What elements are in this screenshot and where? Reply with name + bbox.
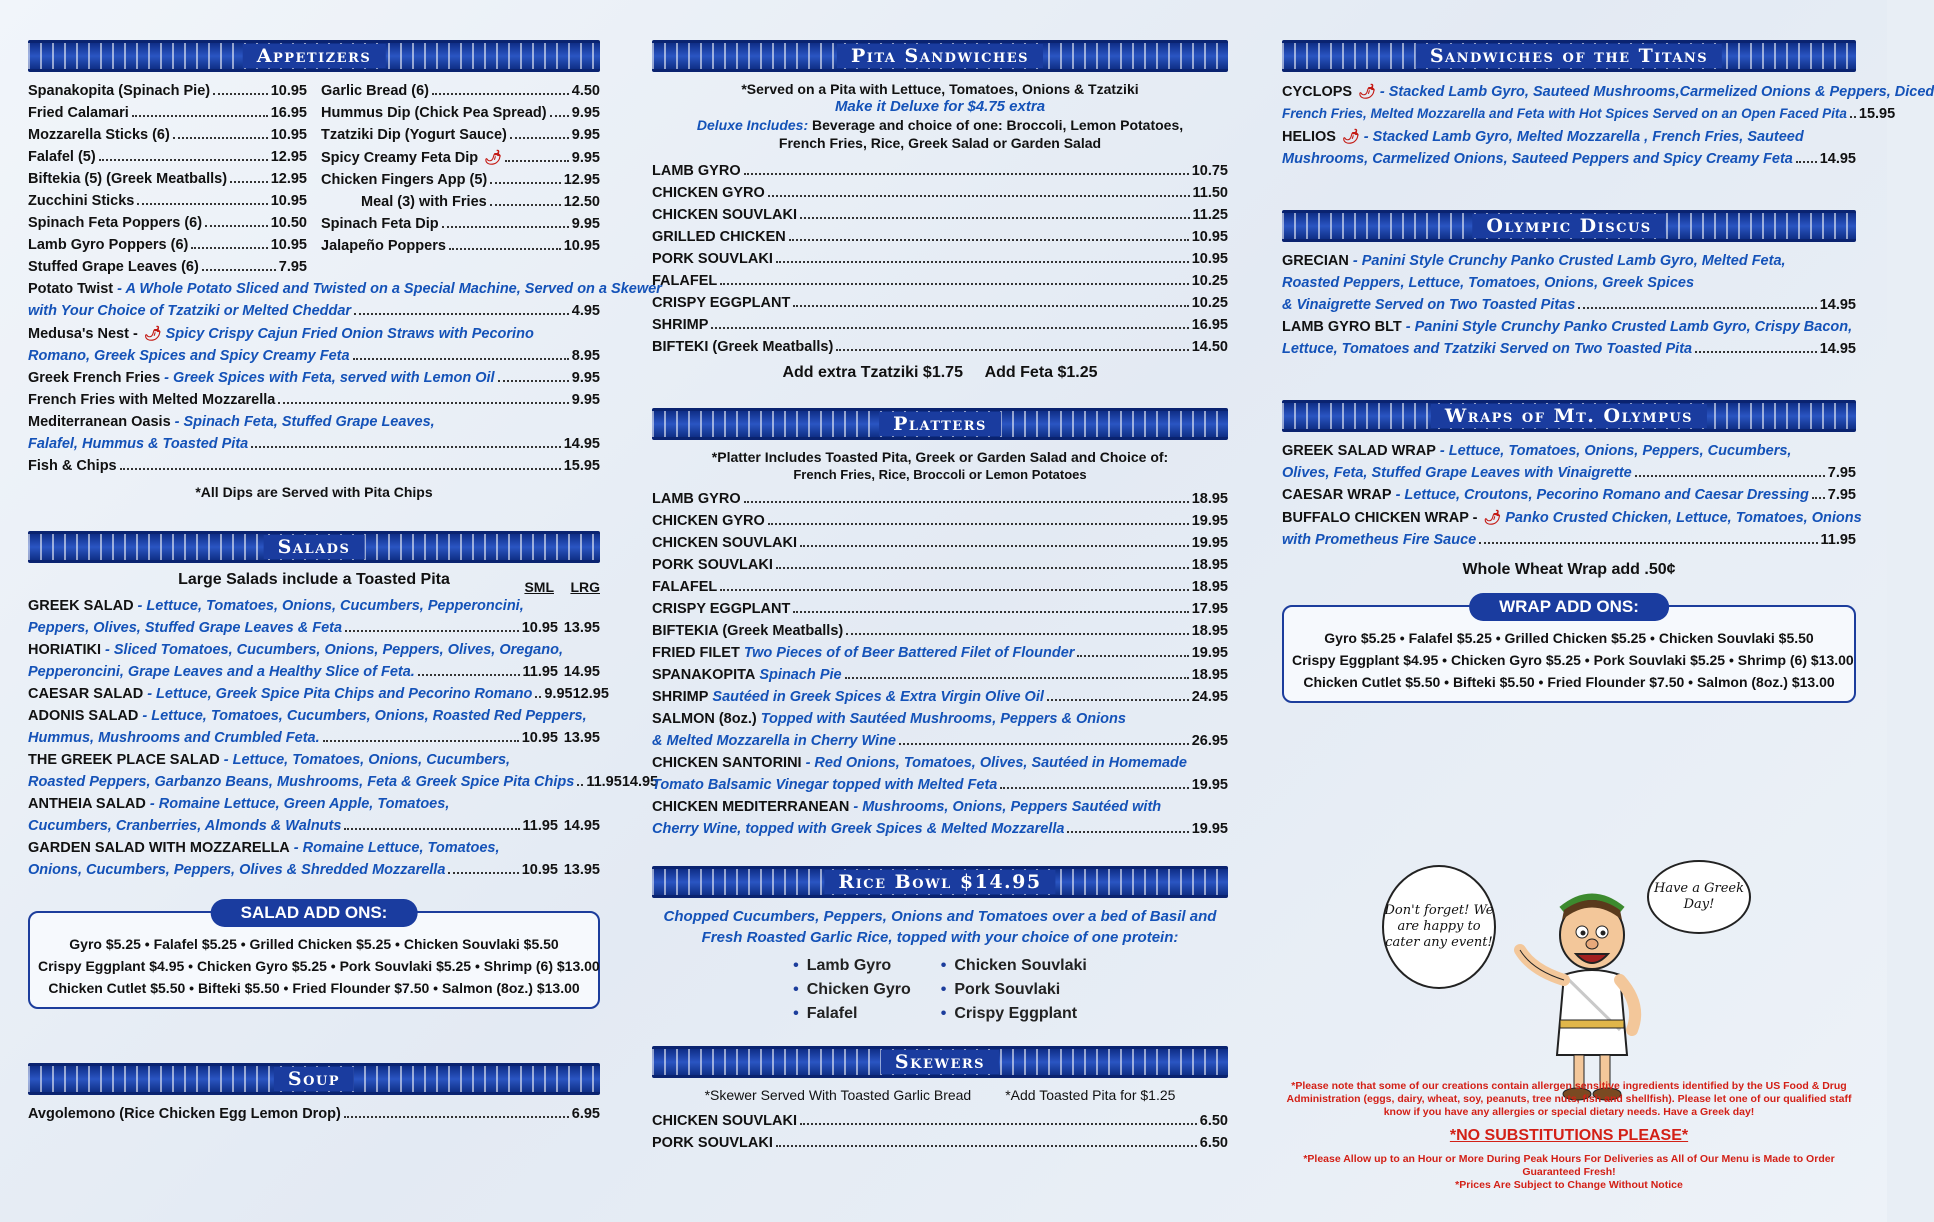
menu-item: CYCLOPS 🌶 - Stacked Lamb Gyro, Sauteed Mushrooms,Carmelized Onions & Peppers, Diced: [1282, 80, 1856, 103]
wrap-addons-line: Crispy Eggplant $4.95 • Chicken Gyro $5.25 • Pork Souvlaki $5.25 • Shrimp (6) $13.00: [1292, 652, 1854, 668]
menu-item-cont: French Fries, Melted Mozzarella and Feta with Hot Spices Served on an Open Faced Pita 15.95: [1282, 106, 1896, 122]
wheat-wrap-note: Whole Wheat Wrap add .50¢: [1462, 561, 1676, 578]
menu-item: HELIOS 🌶 - Stacked Lamb Gyro, Melted Mozzarella , French Fries, Sauteed: [1282, 125, 1856, 148]
footer-notes: [1282, 1080, 1856, 1192]
menu-item-cont: Tomato Balsamic Vinegar topped with Melted Feta 19.95: [652, 777, 1228, 793]
soup-section: [28, 1063, 600, 1125]
salads-section: [28, 531, 659, 1009]
chili-pepper-icon: 🌶: [1341, 128, 1360, 144]
menu-item: Garlic Bread (6) 4.50: [321, 83, 600, 99]
menu-item-cont: & Vinaigrette Served on Two Toasted Pitas 14.95: [1282, 297, 1856, 313]
menu-item: FRIED FILET Two Pieces of of Beer Battered Filet of Flounder 19.95: [652, 645, 1228, 661]
menu-item-cont: Hummus, Mushrooms and Crumbled Feta. 10.95 13.95: [28, 730, 600, 746]
rice-bowl-desc: Fresh Roasted Garlic Rice, topped with your choice of one protein:: [701, 929, 1179, 946]
menu-item: Spinach Feta Dip 9.95: [321, 216, 600, 232]
titans-banner: [1282, 40, 1856, 72]
menu-item-cont: Romano, Greek Spices and Spicy Creamy Feta 8.95: [28, 348, 600, 364]
protein-list-right: [941, 954, 1087, 1026]
chili-pepper-icon: 🌶: [1358, 83, 1376, 99]
column-right: [1282, 40, 1934, 1191]
menu-item: Lamb Gyro Poppers (6) 10.95: [28, 237, 307, 253]
pita-deluxe-includes: Deluxe Includes: Beverage and choice of one: Broccoli, Lemon Potatoes,: [696, 117, 1184, 133]
menu-item: GREEK SALAD - Lettuce, Tomatoes, Onions, Cucumbers, Pepperoncini,: [28, 598, 524, 614]
platters-banner: [652, 408, 1228, 440]
menu-item: GRILLED CHICKEN 10.95: [652, 229, 1228, 245]
list-item: • Crispy Eggplant: [941, 1002, 1087, 1026]
menu-item: PORK SOUVLAKI 10.95: [652, 251, 1228, 267]
menu-item: CHICKEN SOUVLAKI 19.95: [652, 535, 1228, 551]
delivery-note: *Please Allow up to an Hour or More During Peak Hours For Deliveries as All of Our Menu is Made to Order Guaranteed Fresh!: [1303, 1153, 1835, 1178]
menu-item: SALMON (8oz.) Topped with Sautéed Mushrooms, Peppers & Onions: [652, 711, 1126, 727]
menu-item: LAMB GYRO BLT - Panini Style Crunchy Panko Crusted Lamb Gyro, Crispy Bacon,: [1282, 319, 1853, 335]
rice-bowl-desc: Chopped Cucumbers, Peppers, Onions and Tomatoes over a bed of Basil and: [663, 908, 1217, 925]
menu-item-cont: Cucumbers, Cranberries, Almonds & Walnuts 11.95 14.95: [28, 818, 600, 834]
menu-item: FALAFEL 10.25: [652, 273, 1228, 289]
speech-bubble-cater: Don't forget! We are happy to cater any event!: [1382, 865, 1496, 989]
menu-item: Fish & Chips 15.95: [28, 458, 600, 474]
menu-item-cont: Falafel, Hummus & Toasted Pita 14.95: [28, 436, 600, 452]
list-item: • Chicken Souvlaki: [941, 954, 1087, 978]
titans-section: [1282, 40, 1934, 170]
column-middle: [652, 40, 1228, 1174]
allergen-note: *Please note that some of our creations contain allergen sensitive ingredients identified by the US Food & Drug Administration (eggs, dairy, wheat, soy, peanuts, tree nuts, fish and shellfish). Please let one of our qualified staff know if you have any allergies or special dietary needs. Have a Greek day!: [1286, 1080, 1852, 1118]
chili-pepper-icon: 🌶: [143, 325, 162, 341]
skewers-notes: *Skewer Served With Toasted Garlic Bread *Add Toasted Pita for $1.25: [704, 1087, 1176, 1103]
menu-item: ANTHEIA SALAD - Romaine Lettuce, Green Apple, Tomatoes,: [28, 796, 450, 812]
menu-item-cont: with Your Choice of Tzatziki or Melted Cheddar 4.95: [28, 303, 600, 319]
menu-item: CRISPY EGGPLANT 10.25: [652, 295, 1228, 311]
appetizers-banner: [28, 40, 600, 72]
pita-section: [652, 40, 1228, 382]
menu-item-cont: Onions, Cucumbers, Peppers, Olives & Shredded Mozzarella 10.95 13.95: [28, 862, 600, 878]
menu-item: Meal (3) with Fries 12.50: [361, 194, 600, 210]
salad-size-headers: SML LRG: [524, 579, 600, 595]
menu-item: SHRIMP 16.95: [652, 317, 1228, 333]
menu-item: CRISPY EGGPLANT 17.95: [652, 601, 1228, 617]
rice-bowl-proteins: [652, 954, 1228, 1026]
menu-item: CHICKEN SOUVLAKI 6.50: [652, 1113, 1228, 1129]
salad-addons-line: Chicken Cutlet $5.50 • Bifteki $5.50 • Fried Flounder $7.50 • Salmon (8oz.) $13.00: [48, 980, 580, 996]
salads-banner: [28, 531, 600, 563]
menu-item: Tzatziki Dip (Yogurt Sauce) 9.95: [321, 127, 600, 143]
rice-bowl-banner: [652, 866, 1228, 898]
menu-item: SHRIMP Sautéed in Greek Spices & Extra Virgin Olive Oil 24.95: [652, 689, 1228, 705]
menu-item: Mozzarella Sticks (6) 10.95: [28, 127, 307, 143]
menu-item: Spinach Feta Poppers (6) 10.50: [28, 215, 307, 231]
greek-mascot-illustration: [1492, 880, 1692, 1110]
appetizers-section: [28, 40, 662, 501]
menu-item: CHICKEN GYRO 19.95: [652, 513, 1228, 529]
wrap-addons-line: Gyro $5.25 • Falafel $5.25 • Grilled Chicken $5.25 • Chicken Souvlaki $5.50: [1324, 630, 1814, 646]
discus-banner: [1282, 210, 1856, 242]
menu-item: BIFTEKI (Greek Meatballs) 14.50: [652, 339, 1228, 355]
menu-item: THE GREEK PLACE SALAD - Lettuce, Tomatoes, Onions, Cucumbers,: [28, 752, 511, 768]
menu-item: BUFFALO CHICKEN WRAP - 🌶 Panko Crusted Chicken, Lettuce, Tomatoes, Onions: [1282, 506, 1856, 529]
soup-title: Soup: [274, 1067, 354, 1091]
menu-item: PORK SOUVLAKI 18.95: [652, 557, 1228, 573]
platters-note-choices: French Fries, Rice, Broccoli or Lemon Potatoes: [793, 467, 1087, 482]
menu-item: Avgolemono (Rice Chicken Egg Lemon Drop) 6.95: [28, 1106, 600, 1122]
menu-item: BIFTEKIA (Greek Meatballs) 18.95: [652, 623, 1228, 639]
wraps-banner: [1282, 400, 1856, 432]
platters-title: Platters: [879, 412, 1001, 436]
menu-item: Hummus Dip (Chick Pea Spread) 9.95: [321, 105, 600, 121]
menu-item: Medusa's Nest - 🌶 Spicy Crispy Cajun Fried Onion Straws with Pecorino: [28, 322, 600, 345]
chili-pepper-icon: 🌶: [484, 149, 502, 165]
menu-item: CHICKEN MEDITERRANEAN - Mushrooms, Onions, Peppers Sautéed with: [652, 799, 1162, 815]
pita-deluxe: Make it Deluxe for $4.75 extra: [834, 98, 1046, 115]
appetizers-grid: [28, 80, 600, 278]
menu-item-cont: Roasted Peppers, Garbanzo Beans, Mushrooms, Feta & Greek Spice Pita Chips 11.95 14.95: [28, 774, 659, 790]
menu-item: Jalapeño Poppers 10.95: [321, 238, 600, 254]
menu-item-cont: with Prometheus Fire Sauce 11.95: [1282, 532, 1856, 548]
skewers-title: Skewers: [881, 1050, 999, 1074]
menu-item: Greek French Fries - Greek Spices with Feta, served with Lemon Oil 9.95: [28, 370, 600, 386]
menu-item: SPANAKOPITA Spinach Pie 18.95: [652, 667, 1228, 683]
menu-item: GREEK SALAD WRAP - Lettuce, Tomatoes, Onions, Peppers, Cucumbers,: [1282, 443, 1792, 459]
menu-item-cont: & Melted Mozzarella in Cherry Wine 26.95: [652, 733, 1228, 749]
appetizers-title: Appetizers: [243, 44, 386, 68]
menu-item: Mediterranean Oasis - Spinach Feta, Stuffed Grape Leaves,: [28, 414, 435, 430]
menu-item: CHICKEN SOUVLAKI 11.25: [652, 207, 1228, 223]
menu-item: ADONIS SALAD - Lettuce, Tomatoes, Cucumbers, Onions, Roasted Red Peppers,: [28, 708, 587, 724]
menu-item-cont: Peppers, Olives, Stuffed Grape Leaves & Feta 10.95 13.95: [28, 620, 600, 636]
menu-item: CAESAR WRAP - Lettuce, Croutons, Pecorino Romano and Caesar Dressing 7.95: [1282, 487, 1856, 503]
salad-addons-box: [28, 903, 600, 1009]
pita-extras: Add extra Tzatziki $1.75 Add Feta $1.25: [782, 364, 1098, 381]
wrap-addons-line: Chicken Cutlet $5.50 • Bifteki $5.50 • Fried Flounder $7.50 • Salmon (8oz.) $13.00: [1303, 674, 1835, 690]
menu-item: GRECIAN - Panini Style Crunchy Panko Crusted Lamb Gyro, Melted Feta,: [1282, 253, 1786, 269]
menu-item: Chicken Fingers App (5) 12.95: [321, 172, 600, 188]
menu-item-cont: Olives, Feta, Stuffed Grape Leaves with Vinaigrette 7.95: [1282, 465, 1856, 481]
menu-item: French Fries with Melted Mozzarella 9.95: [28, 392, 600, 408]
menu-item: CHICKEN SANTORINI - Red Onions, Tomatoes, Olives, Sautéed in Homemade: [652, 755, 1187, 771]
menu-item-cont: Cherry Wine, topped with Greek Spices & Melted Mozzarella 19.95: [652, 821, 1228, 837]
salad-addons-title: SALAD ADD ONS:: [211, 899, 418, 927]
skewers-banner: [652, 1046, 1228, 1078]
menu-item-cont: Pepperoncini, Grape Leaves and a Healthy Slice of Feta. 11.95 14.95: [28, 664, 600, 680]
platters-note: *Platter Includes Toasted Pita, Greek or Garden Salad and Choice of:: [711, 449, 1169, 465]
skewers-section: [652, 1046, 1228, 1154]
salads-intro: Large Salads include a Toasted Pita: [178, 571, 450, 588]
salad-addons-line: Crispy Eggplant $4.95 • Chicken Gyro $5.25 • Pork Souvlaki $5.25 • Shrimp (6) $13.00: [38, 958, 600, 974]
rice-bowl-title: Rice Bowl $14.95: [824, 870, 1055, 894]
pita-title: Pita Sandwiches: [837, 44, 1043, 68]
salad-addons-line: Gyro $5.25 • Falafel $5.25 • Grilled Chicken $5.25 • Chicken Souvlaki $5.50: [69, 936, 559, 952]
menu-item: Stuffed Grape Leaves (6) 7.95: [28, 259, 307, 275]
mascot-area: [1382, 810, 1742, 1100]
menu-item: FALAFEL 18.95: [652, 579, 1228, 595]
wraps-title: Wraps of Mt. Olympus: [1431, 404, 1707, 428]
chili-pepper-icon: 🌶: [1483, 509, 1502, 525]
menu-item-cont: Lettuce, Tomatoes and Tzatziki Served on Two Toasted Pita 14.95: [1282, 341, 1856, 357]
titans-title: Sandwiches of the Titans: [1416, 44, 1722, 68]
wraps-section: [1282, 400, 1862, 703]
appetizers-note: *All Dips are Served with Pita Chips: [195, 484, 433, 500]
menu-item: LAMB GYRO 10.75: [652, 163, 1228, 179]
menu-item: GARDEN SALAD WITH MOZZARELLA - Romaine Lettuce, Tomatoes,: [28, 840, 500, 856]
menu-item: Fried Calamari 16.95: [28, 105, 307, 121]
menu-item: LAMB GYRO 18.95: [652, 491, 1228, 507]
menu-item: HORIATIKI - Sliced Tomatoes, Cucumbers, Onions, Peppers, Olives, Oregano,: [28, 642, 563, 658]
menu-item: Falafel (5) 12.95: [28, 149, 307, 165]
menu-item-cont: Roasted Peppers, Lettuce, Tomatoes, Onions, Greek Spices: [1282, 275, 1695, 291]
menu-item: Biftekia (5) (Greek Meatballs) 12.95: [28, 171, 307, 187]
discus-section: [1282, 210, 1856, 360]
wrap-addons-box: [1282, 597, 1856, 703]
prices-note: *Prices Are Subject to Change Without Notice: [1455, 1179, 1683, 1191]
menu-item: Spicy Creamy Feta Dip 🌶 9.95: [321, 146, 600, 169]
discus-title: Olympic Discus: [1472, 214, 1665, 238]
menu-item: PORK SOUVLAKI 6.50: [652, 1135, 1228, 1151]
list-item: • Chicken Gyro: [793, 978, 911, 1002]
platters-section: [652, 408, 1228, 840]
list-item: • Lamb Gyro: [793, 954, 911, 978]
menu-item: Zucchini Sticks 10.95: [28, 193, 307, 209]
menu-item: CHICKEN GYRO 11.50: [652, 185, 1228, 201]
pita-deluxe-options: French Fries, Rice, Greek Salad or Garden Salad: [778, 135, 1102, 151]
column-left: [28, 40, 662, 1122]
rice-bowl-section: [652, 866, 1228, 1026]
pita-banner: [652, 40, 1228, 72]
appetizers-left-list: [28, 80, 307, 278]
appetizers-right-list: [321, 80, 600, 278]
menu-item-cont: Mushrooms, Carmelized Onions, Sauteed Peppers and Spicy Creamy Feta 14.95: [1282, 151, 1856, 167]
protein-list-left: [793, 954, 911, 1026]
no-substitutions-note: *NO SUBSTITUTIONS PLEASE*: [1449, 1127, 1689, 1144]
salads-title: Salads: [264, 535, 365, 559]
soup-banner: [28, 1063, 600, 1095]
menu-item: Potato Twist - A Whole Potato Sliced and Twisted on a Special Machine, Served on a Skewer: [28, 281, 662, 297]
speech-bubble-greek-day: Have a Greek Day!: [1647, 860, 1751, 934]
pita-note: *Served on a Pita with Lettuce, Tomatoes, Onions & Tzatziki: [741, 81, 1139, 97]
menu-item: Spanakopita (Spinach Pie) 10.95: [28, 83, 307, 99]
list-item: • Falafel: [793, 1002, 911, 1026]
list-item: • Pork Souvlaki: [941, 978, 1087, 1002]
menu-item: CAESAR SALAD - Lettuce, Greek Spice Pita Chips and Pecorino Romano 9.95 12.95: [28, 686, 609, 702]
wrap-addons-title: WRAP ADD ONS:: [1469, 593, 1669, 621]
